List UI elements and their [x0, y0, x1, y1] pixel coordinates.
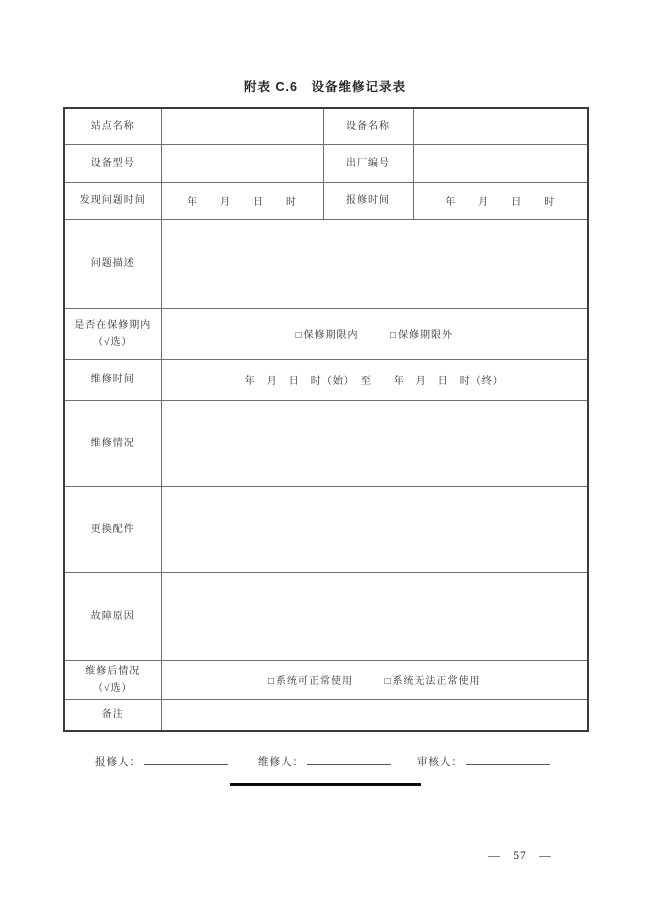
field-label-factory-number: 出厂编号 — [323, 144, 413, 182]
input-cell-device-name — [413, 108, 588, 144]
signature-reviewer-label: 审核人： — [417, 757, 463, 768]
warranty-options-cell — [161, 308, 588, 359]
field-label-site-name: 站点名称 — [64, 108, 161, 144]
checkbox-icon: □ — [295, 330, 303, 341]
table-row-post-repair-status — [64, 660, 588, 699]
field-label-device-name: 设备名称 — [323, 108, 413, 144]
signature-repairer-label: 维修人： — [258, 757, 304, 768]
signature-reporter-line — [144, 753, 228, 765]
input-cell-remarks — [161, 699, 588, 731]
maintenance-record-table — [63, 107, 589, 732]
input-cell-device-model — [161, 144, 323, 182]
signature-reporter — [95, 753, 228, 769]
table-row-remarks — [64, 699, 588, 731]
field-label-post-repair-status — [64, 660, 161, 699]
checkbox-icon: □ — [390, 330, 398, 341]
input-cell-repair-time: 年 月 日 时（始） 至 年 月 日 时（终） — [161, 359, 588, 400]
input-cell-problem-description — [161, 219, 588, 308]
field-label-replaced-parts: 更换配件 — [64, 486, 161, 572]
signature-reviewer-line — [466, 753, 550, 765]
checkbox-icon: □ — [267, 676, 275, 687]
input-cell-replaced-parts — [161, 486, 588, 572]
field-label-post-repair-line2: （√选） — [93, 682, 133, 694]
field-label-problem-description: 问题描述 — [64, 219, 161, 308]
field-label-warranty-line1: 是否在保修期内 — [74, 319, 152, 331]
option-in-warranty-label: 保修期限内 — [303, 330, 359, 341]
field-label-repair-details: 维修情况 — [64, 400, 161, 486]
field-label-warranty-line2: （√选） — [93, 336, 133, 348]
option-system-unusable — [385, 672, 481, 687]
signature-repairer-line — [307, 753, 391, 765]
post-repair-options-cell — [161, 660, 588, 699]
option-system-unusable-label: 系统无法正常使用 — [392, 676, 481, 687]
option-in-warranty — [295, 326, 358, 341]
table-row-site-device — [64, 108, 588, 144]
bottom-divider-rule — [230, 783, 421, 786]
table-row-problem-description — [64, 219, 588, 308]
input-cell-site-name — [161, 108, 323, 144]
field-label-post-repair-line1: 维修后情况 — [85, 665, 141, 677]
table-row-failure-cause — [64, 572, 588, 660]
table-row-repair-details — [64, 400, 588, 486]
field-label-device-model: 设备型号 — [64, 144, 161, 182]
table-row-warranty-status — [64, 308, 588, 359]
option-system-usable — [268, 672, 353, 687]
input-cell-report-time: 年 月 日 时 — [413, 182, 588, 219]
field-label-failure-cause: 故障原因 — [64, 572, 161, 660]
signature-repairer — [258, 753, 391, 769]
table-row-replaced-parts — [64, 486, 588, 572]
checkbox-icon: □ — [384, 676, 392, 687]
signature-row — [0, 753, 650, 771]
field-label-remarks: 备注 — [64, 699, 161, 731]
table-row-repair-time — [64, 359, 588, 400]
field-label-warranty-status — [64, 308, 161, 359]
signature-reporter-label: 报修人： — [95, 757, 141, 768]
input-cell-factory-number — [413, 144, 588, 182]
option-out-of-warranty — [390, 326, 453, 341]
table-row-problem-report-time — [64, 182, 588, 219]
page-number: — 57 — — [488, 850, 552, 862]
option-system-usable-label: 系统可正常使用 — [276, 676, 353, 687]
option-out-of-warranty-label: 保修期限外 — [398, 330, 454, 341]
field-label-problem-found-time: 发现问题时间 — [64, 182, 161, 219]
input-cell-repair-details — [161, 400, 588, 486]
signature-reviewer — [417, 753, 550, 769]
field-label-report-time: 报修时间 — [323, 182, 413, 219]
input-cell-problem-found-time: 年 月 日 时 — [161, 182, 323, 219]
input-cell-failure-cause — [161, 572, 588, 660]
table-row-model-serial — [64, 144, 588, 182]
page-title: 附表 C.6 设备维修记录表 — [244, 80, 406, 94]
field-label-repair-time: 维修时间 — [64, 359, 161, 400]
